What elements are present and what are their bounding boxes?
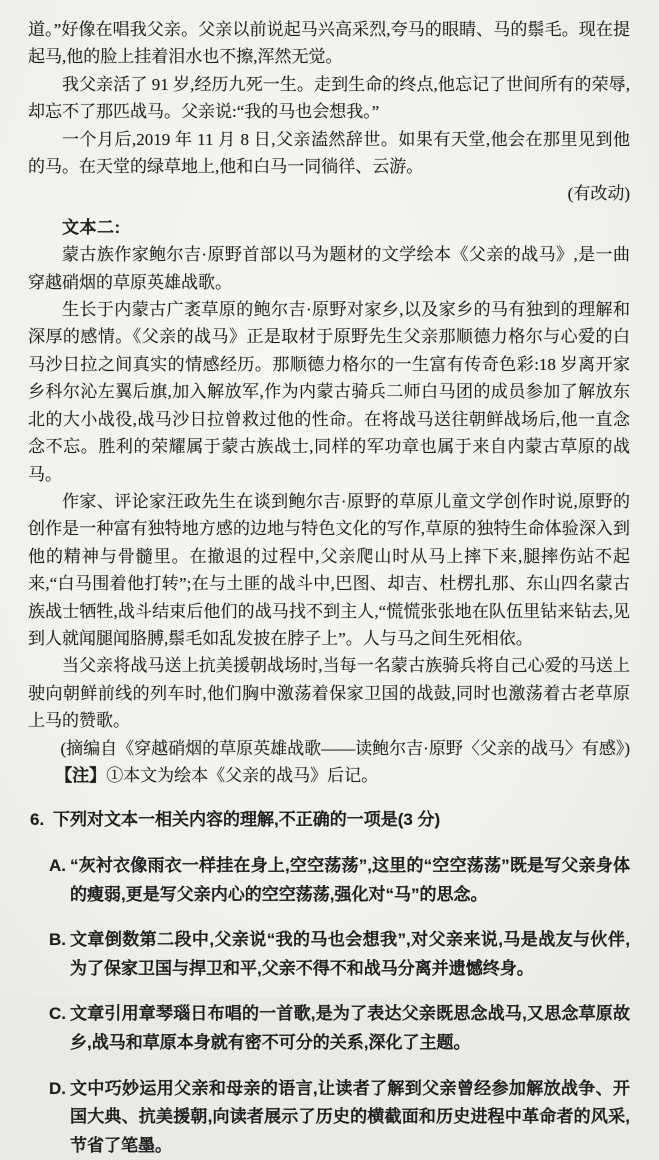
text-one-paragraph: 一个月后,2019 年 11 月 8 日,父亲溘然辞世。如果有天堂,他会在那里见到他的马。在天堂的绿草地上,他和白马一同徜徉、云游。 [28, 129, 630, 177]
option-c-text: 文章引用章琴瑙日布唱的一首歌,是为了表达父亲既思念战马,又思念草原故乡,战马和草原本身就有密不可分的关系,深化了主题。 [70, 1004, 630, 1052]
question-6-number: 6. [30, 810, 45, 830]
footnote [28, 762, 630, 789]
passage-area [28, 16, 630, 789]
text-two-paragraph: 作家、评论家汪政先生在谈到鲍尔吉·原野的草原儿童文学创作时说,原野的创作是一种富有独特地方感的边地与特色文化的写作,草原的独特生命体验深入到他的精神与骨髓里。在撤退的过程中,父亲爬山时从马上摔下来,腿摔伤站不起来,“白马围着他打转”;在与土匪的战斗中,巴图、却吉、杜楞扎那、东山四名蒙古族战士牺牲,战斗结束后他们的战马找不到主人,“慌慌张张地在队伍里钻来钻去,见到人就闻腿闻胳膊,鬃毛如乱发披在脖子上”。人与马之间生死相依。 [28, 491, 630, 648]
option-b-label: B. [49, 930, 66, 950]
option-d [28, 1075, 630, 1160]
option-b-text: 文章倒数第二段中,父亲说“我的马也会想我”,对父亲来说,马是战友与伙伴,为了保家卫国与捍卫和平,父亲不得不和战马分离并遗憾终身。 [70, 930, 630, 978]
revision-note: (有改动) [567, 184, 630, 204]
text-two-heading: 文本二: [62, 217, 121, 237]
footnote-text: ①本文为绘本《父亲的战马》后记。 [106, 765, 379, 785]
question-6-stem-text: 下列对文本一相关内容的理解,不正确的一项是(3 分) [53, 810, 441, 830]
option-d-text: 文中巧妙运用父亲和母亲的语言,让读者了解到父亲曾经参加解放战争、开国大典、抗美援朝,向读者展示了历史的横截面和历史进程中革命者的风采,节省了笔墨。 [70, 1078, 630, 1155]
option-a [28, 852, 630, 909]
text-two-paragraph: 当父亲将战马送上抗美援朝战场时,当每一名蒙古族骑兵将自己心爱的马送上驶向朝鲜前线的列车时,他们胸中激荡着保家卫国的战鼓,同时也激荡着古老草原上马的赞歌。 [28, 656, 630, 731]
option-a-text: “灰衬衣像雨衣一样挂在身上,空空荡荡”,这里的“空空荡荡”既是写父亲身体的瘦弱,更是写父亲内心的空空荡荡,强化对“马”的思念。 [70, 855, 630, 904]
text-two-paragraph: 生长于内蒙古广袤草原的鲍尔吉·原野对家乡,以及家乡的马有独到的理解和深厚的感情。《父亲的战马》正是取材于原野先生父亲那顺德力格尔与心爱的白马沙日拉之间真实的情感经历。那顺德力格尔的一生富有传奇色彩:18 岁离开家乡科尔沁左翼后旗,加入解放军,作为内蒙古骑兵二师白马团的成员参加了解放东北的大小战役,战马沙日拉曾救过他的性命。在将战马送往朝鲜战场后,他一直念念不忘。胜利的荣耀属于蒙古族战士,同样的军功章也属于来自内蒙古草原的战马。 [28, 300, 630, 484]
question-6 [28, 806, 630, 1160]
text-one-paragraph: 道。”好像在唱我父亲。父亲以前说起马兴高采烈,夸马的眼睛、马的鬃毛。现在提起马,他的脸上挂着泪水也不擦,浑然无觉。 [28, 20, 630, 67]
option-c-label: C. [49, 1004, 66, 1024]
option-a-label: A. [49, 855, 66, 875]
option-d-label: D. [49, 1078, 66, 1098]
option-c [28, 1000, 630, 1057]
text-two-paragraph: 蒙古族作家鲍尔吉·原野首部以马为题材的文学绘本《父亲的战马》,是一曲穿越硝烟的草原英雄战歌。 [28, 245, 630, 292]
question-6-stem [28, 806, 630, 835]
source-citation: (摘编自《穿越硝烟的草原英雄战歌——读鲍尔吉·原野〈父亲的战马〉有感》) [60, 738, 630, 758]
option-b [28, 926, 630, 983]
text-one-paragraph: 我父亲活了 91 岁,经历九死一生。走到生命的终点,他忘记了世间所有的荣辱,却忘不了那匹战马。父亲说:“我的马也会想我。” [28, 74, 630, 122]
footnote-label: 【注】 [55, 765, 107, 785]
